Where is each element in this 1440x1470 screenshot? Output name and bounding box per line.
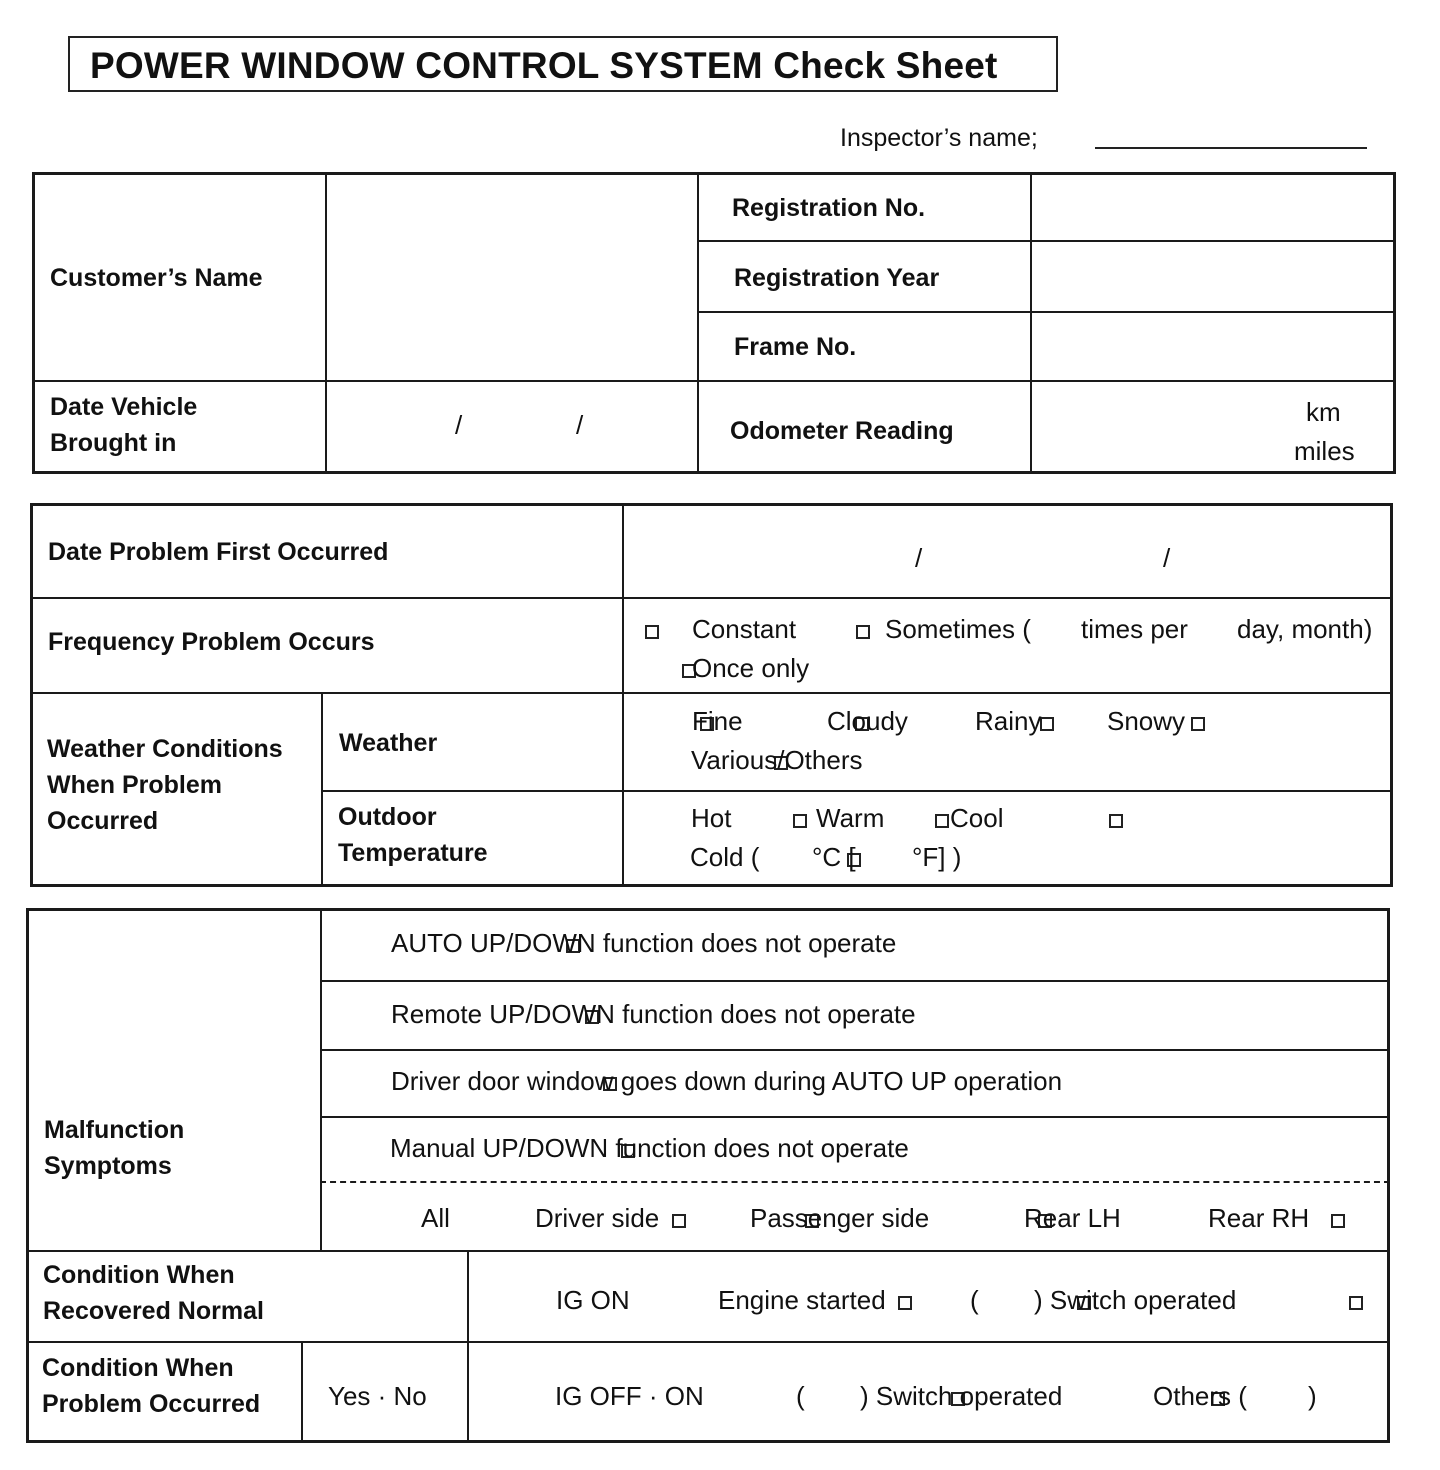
problem-others: Others ( bbox=[1153, 1381, 1247, 1411]
divider bbox=[26, 1250, 1390, 1252]
temp-warm: Warm bbox=[816, 803, 885, 833]
frame-no-label: Frame No. bbox=[734, 333, 857, 361]
page-title: POWER WINDOW CONTROL SYSTEM Check Sheet bbox=[90, 45, 998, 86]
position-rear-lh: Rear LH bbox=[1024, 1203, 1121, 1233]
divider bbox=[321, 790, 1393, 792]
customer-name-field[interactable] bbox=[330, 176, 694, 378]
frame-no-field[interactable] bbox=[1034, 314, 1392, 378]
weather-various: Various/Others bbox=[691, 745, 863, 775]
divider bbox=[320, 1116, 1390, 1118]
checkbox-rear-lh[interactable] bbox=[1331, 1214, 1345, 1228]
checkbox-rainy[interactable] bbox=[1040, 717, 1054, 731]
checkbox-hot[interactable] bbox=[793, 814, 807, 828]
weather-conditions-line3: Occurred bbox=[47, 807, 159, 835]
divider bbox=[30, 597, 1393, 599]
malfunction-line1: Malfunction bbox=[44, 1116, 185, 1144]
yes-no-option[interactable]: Yes · No bbox=[328, 1381, 427, 1411]
customer-name-label: Customer’s Name bbox=[50, 264, 263, 292]
symptom-4: Manual UP/DOWN function does not operate bbox=[390, 1133, 909, 1163]
date-separator: / bbox=[1163, 543, 1171, 573]
outdoor-line1: Outdoor bbox=[338, 803, 437, 831]
weather-fine: Fine bbox=[692, 706, 743, 736]
freq-constant: Constant bbox=[692, 614, 797, 644]
malfunction-symptoms-label bbox=[44, 1112, 184, 1184]
recovered-switch: ) Switch operated bbox=[1034, 1285, 1237, 1315]
title-box bbox=[68, 36, 1058, 92]
divider bbox=[697, 311, 1396, 313]
malfunction-line2: Symptoms bbox=[44, 1152, 172, 1180]
checkbox-sometimes[interactable] bbox=[856, 625, 870, 639]
date-first-label: Date Problem First Occurred bbox=[48, 538, 389, 566]
registration-no-field[interactable] bbox=[1034, 176, 1392, 238]
divider bbox=[697, 172, 699, 474]
problem-line1: Condition When bbox=[42, 1354, 234, 1382]
date-separator: / bbox=[576, 410, 584, 440]
registration-no-label: Registration No. bbox=[732, 194, 926, 222]
checkbox-switch-recovered[interactable] bbox=[1349, 1296, 1363, 1310]
inspector-name-field[interactable] bbox=[1095, 147, 1367, 149]
position-passenger: Passenger side bbox=[750, 1203, 930, 1233]
symptom-2: Remote UP/DOWN function does not operate bbox=[391, 999, 916, 1029]
miles-unit: miles bbox=[1294, 436, 1355, 466]
checkbox-snowy[interactable] bbox=[1191, 717, 1205, 731]
recovered-line2: Recovered Normal bbox=[43, 1297, 264, 1325]
position-rear-rh: Rear RH bbox=[1208, 1203, 1310, 1233]
weather-rainy: Rainy bbox=[975, 706, 1042, 736]
divider bbox=[622, 503, 624, 887]
recovered-ig-on: IG ON bbox=[556, 1285, 630, 1315]
inspector-label: Inspector’s name; bbox=[840, 124, 1038, 152]
divider bbox=[467, 1250, 469, 1443]
weather-cloudy: Cloudy bbox=[827, 706, 908, 736]
weather-conditions-line2: When Problem bbox=[47, 771, 223, 799]
checkbox-all[interactable] bbox=[672, 1214, 686, 1228]
date-separator: / bbox=[455, 410, 463, 440]
temp-cold: Cold ( bbox=[690, 842, 760, 872]
freq-times-per: times per bbox=[1081, 614, 1188, 644]
date-separator: / bbox=[915, 543, 923, 573]
symptom-1: AUTO UP/DOWN function does not operate bbox=[391, 928, 897, 958]
weather-conditions-label bbox=[47, 731, 283, 839]
temp-hot: Hot bbox=[691, 803, 732, 833]
weather-snowy: Snowy bbox=[1107, 706, 1186, 736]
temp-cool: Cool bbox=[950, 803, 1004, 833]
odometer-label: Odometer Reading bbox=[730, 417, 954, 445]
registration-year-field[interactable] bbox=[1034, 243, 1392, 309]
freq-day-month: day, month) bbox=[1237, 614, 1373, 644]
checkbox-ig-on[interactable] bbox=[898, 1296, 912, 1310]
checkbox-warm[interactable] bbox=[935, 814, 949, 828]
divider bbox=[697, 240, 1396, 242]
recovered-engine: Engine started bbox=[718, 1285, 886, 1315]
date-vehicle-line2: Brought in bbox=[50, 429, 177, 457]
freq-once-only: Once only bbox=[692, 653, 810, 683]
position-all: All bbox=[421, 1203, 450, 1233]
km-unit: km bbox=[1306, 397, 1341, 427]
freq-sometimes: Sometimes ( bbox=[885, 614, 1031, 644]
problem-occurred-label bbox=[42, 1350, 260, 1422]
recovered-paren: ( bbox=[970, 1285, 979, 1315]
divider bbox=[301, 1341, 303, 1443]
symptom-3: Driver door window goes down during AUTO UP operation bbox=[391, 1066, 1063, 1096]
outdoor-temperature-label bbox=[338, 799, 488, 871]
problem-line2: Problem Occurred bbox=[42, 1390, 261, 1418]
divider bbox=[26, 1341, 1390, 1343]
recovered-normal-label bbox=[43, 1257, 264, 1329]
problem-close: ) bbox=[1308, 1381, 1317, 1411]
checkbox-constant[interactable] bbox=[645, 625, 659, 639]
problem-ig: IG OFF · ON bbox=[555, 1381, 704, 1411]
divider bbox=[320, 908, 322, 1250]
outdoor-line2: Temperature bbox=[338, 839, 488, 867]
position-driver: Driver side bbox=[535, 1203, 660, 1233]
dashed-divider bbox=[320, 1181, 1390, 1183]
problem-paren: ( bbox=[796, 1381, 805, 1411]
date-vehicle-label bbox=[50, 389, 197, 461]
problem-switch: ) Switch operated bbox=[860, 1381, 1063, 1411]
frequency-label: Frequency Problem Occurs bbox=[48, 628, 375, 656]
temp-fahrenheit: °F] ) bbox=[912, 842, 962, 872]
divider bbox=[325, 172, 327, 474]
temp-celsius: °C [ bbox=[812, 842, 856, 872]
weather-label: Weather bbox=[339, 729, 438, 757]
divider bbox=[1030, 172, 1032, 474]
checkbox-cool[interactable] bbox=[1109, 814, 1123, 828]
recovered-line1: Condition When bbox=[43, 1261, 235, 1289]
date-vehicle-line1: Date Vehicle bbox=[50, 393, 198, 421]
divider bbox=[30, 692, 1393, 694]
divider bbox=[320, 1049, 1390, 1051]
weather-conditions-line1: Weather Conditions bbox=[47, 735, 283, 763]
registration-year-label: Registration Year bbox=[734, 264, 940, 292]
divider bbox=[32, 380, 1396, 382]
divider bbox=[320, 980, 1390, 982]
